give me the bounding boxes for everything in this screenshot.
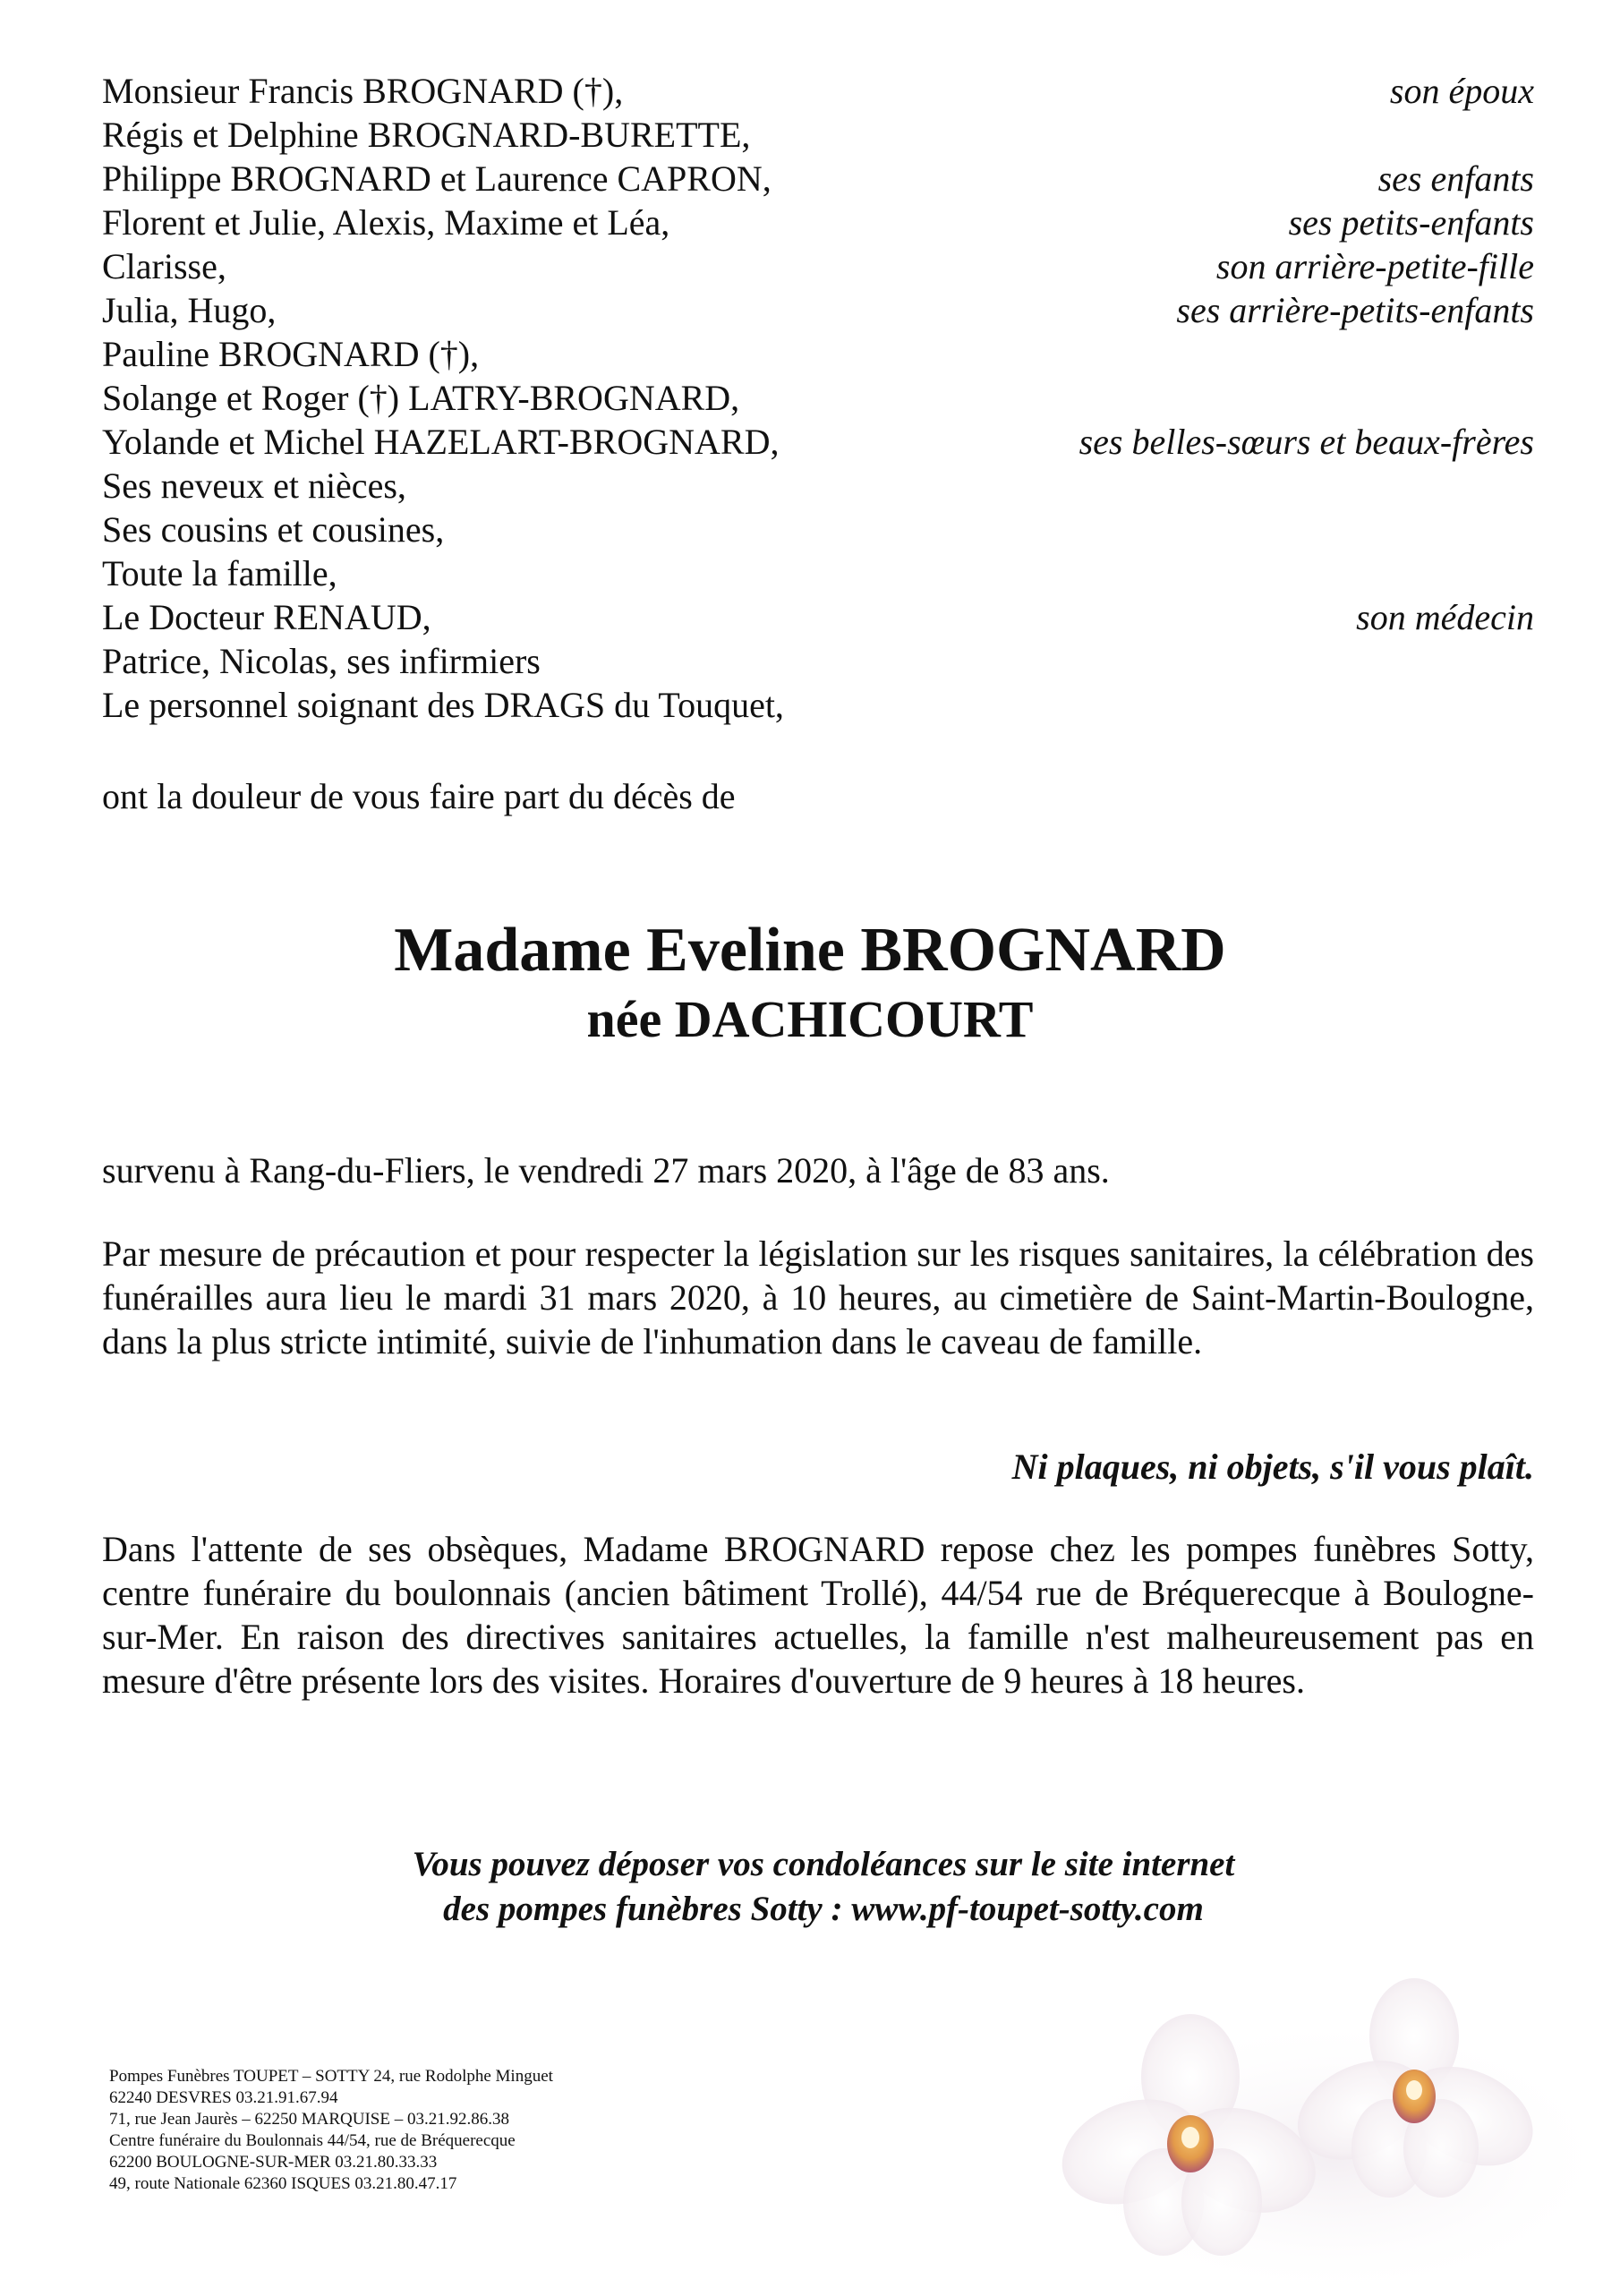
family-member: Toute la famille, (102, 553, 337, 593)
condolences-notice (0, 1842, 1620, 1932)
family-relation: son arrière-petite-fille (1215, 246, 1534, 286)
no-flowers-note: Ni plaques, ni objets, s'il vous plaît. (1011, 1447, 1534, 1487)
family-row (102, 377, 1534, 420)
family-relation: son médecin (1356, 597, 1534, 637)
family-member: Julia, Hugo, (102, 290, 277, 330)
family-member: Philippe BROGNARD et Laurence CAPRON, (102, 158, 772, 199)
funeral-home-footer (109, 2066, 553, 2195)
deceased-name: Madame Eveline BROGNARD (394, 916, 1226, 985)
family-member: Solange et Roger (†) LATRY-BROGNARD, (102, 378, 740, 418)
footer-line: 71, rue Jean Jaurès – 62250 MARQUISE – 03.21.92.86.38 (109, 2110, 509, 2129)
footer-line: 62200 BOULOGNE-SUR-MER 03.21.80.33.33 (109, 2153, 438, 2172)
resting-place-paragraph: Dans l'attente de ses obsèques, Madame BROGNARD repose chez les pompes funèbres Sotty, centre funéraire du boulonnais (ancien bâtiment Trollé), 44/54 rue de Bréquerecque à Boulogne-sur-Mer. En raison des directives sanitaires actuelles, la famille n'est malheureusement pas en mesure d'être présente lors des visites. Horaires d'ouverture de 9 heures à 18 heures. (102, 1529, 1534, 1701)
family-relation: ses belles-sœurs et beaux-frères (1079, 422, 1534, 462)
condolences-line: Vous pouvez déposer vos condoléances sur le site internet (412, 1845, 1235, 1883)
family-row (102, 465, 1534, 508)
family-relation: ses petits-enfants (1288, 202, 1534, 243)
family-row (102, 289, 1534, 332)
family-member: Ses cousins et cousines, (102, 509, 445, 550)
family-relation: ses arrière-petits-enfants (1176, 290, 1534, 330)
family-row (102, 640, 1534, 683)
family-member: Monsieur Francis BROGNARD (†), (102, 71, 624, 111)
footer-line: 49, route Nationale 62360 ISQUES 03.21.80.47.17 (109, 2174, 457, 2193)
announcement-intro: ont la douleur de vous faire part du décès de (102, 776, 736, 816)
family-relation: ses enfants (1377, 158, 1534, 199)
family-relation: son époux (1389, 71, 1534, 111)
footer-line: Pompes Funèbres TOUPET – SOTTY 24, rue Rodolphe Minguet (109, 2067, 553, 2086)
condolences-line: des pompes funèbres Sotty : www.pf-toupet-sotty.com (443, 1890, 1204, 1928)
family-row (102, 684, 1534, 727)
family-row (102, 508, 1534, 551)
family-member: Régis et Delphine BROGNARD-BURETTE, (102, 115, 751, 155)
family-row (102, 421, 1534, 464)
family-member: Florent et Julie, Alexis, Maxime et Léa, (102, 202, 670, 243)
family-row (102, 201, 1534, 244)
family-member: Le personnel soignant des DRAGS du Touquet, (102, 685, 784, 725)
family-row (102, 552, 1534, 595)
family-row (102, 158, 1534, 201)
family-member: Patrice, Nicolas, ses infirmiers (102, 641, 541, 681)
family-row (102, 70, 1534, 113)
family-row (102, 333, 1534, 376)
family-member: Clarisse, (102, 246, 226, 286)
family-row (102, 596, 1534, 639)
family-member: Yolande et Michel HAZELART-BROGNARD, (102, 422, 780, 462)
death-details: survenu à Rang-du-Fliers, le vendredi 27 mars 2020, à l'âge de 83 ans. (102, 1150, 1110, 1191)
orchid-flowers-icon (1038, 1951, 1602, 2292)
ceremony-paragraph: Par mesure de précaution et pour respecter la législation sur les risques sanitaires, la célébration des funérailles aura lieu le mardi 31 mars 2020, à 10 heures, au cimetière de Saint-Martin-Boulogne, dans la plus stricte intimité, suivie de l'inhumation dans le caveau de famille. (102, 1233, 1534, 1361)
family-row (102, 245, 1534, 288)
footer-line: Centre funéraire du Boulonnais 44/54, rue de Bréquerecque (109, 2131, 516, 2150)
deceased-maiden-name: née DACHICOURT (586, 990, 1034, 1048)
family-member: Pauline BROGNARD (†), (102, 334, 480, 374)
family-row (102, 114, 1534, 157)
family-member: Le Docteur RENAUD, (102, 597, 431, 637)
family-member: Ses neveux et nièces, (102, 465, 406, 506)
footer-line: 62240 DESVRES 03.21.91.67.94 (109, 2088, 338, 2107)
